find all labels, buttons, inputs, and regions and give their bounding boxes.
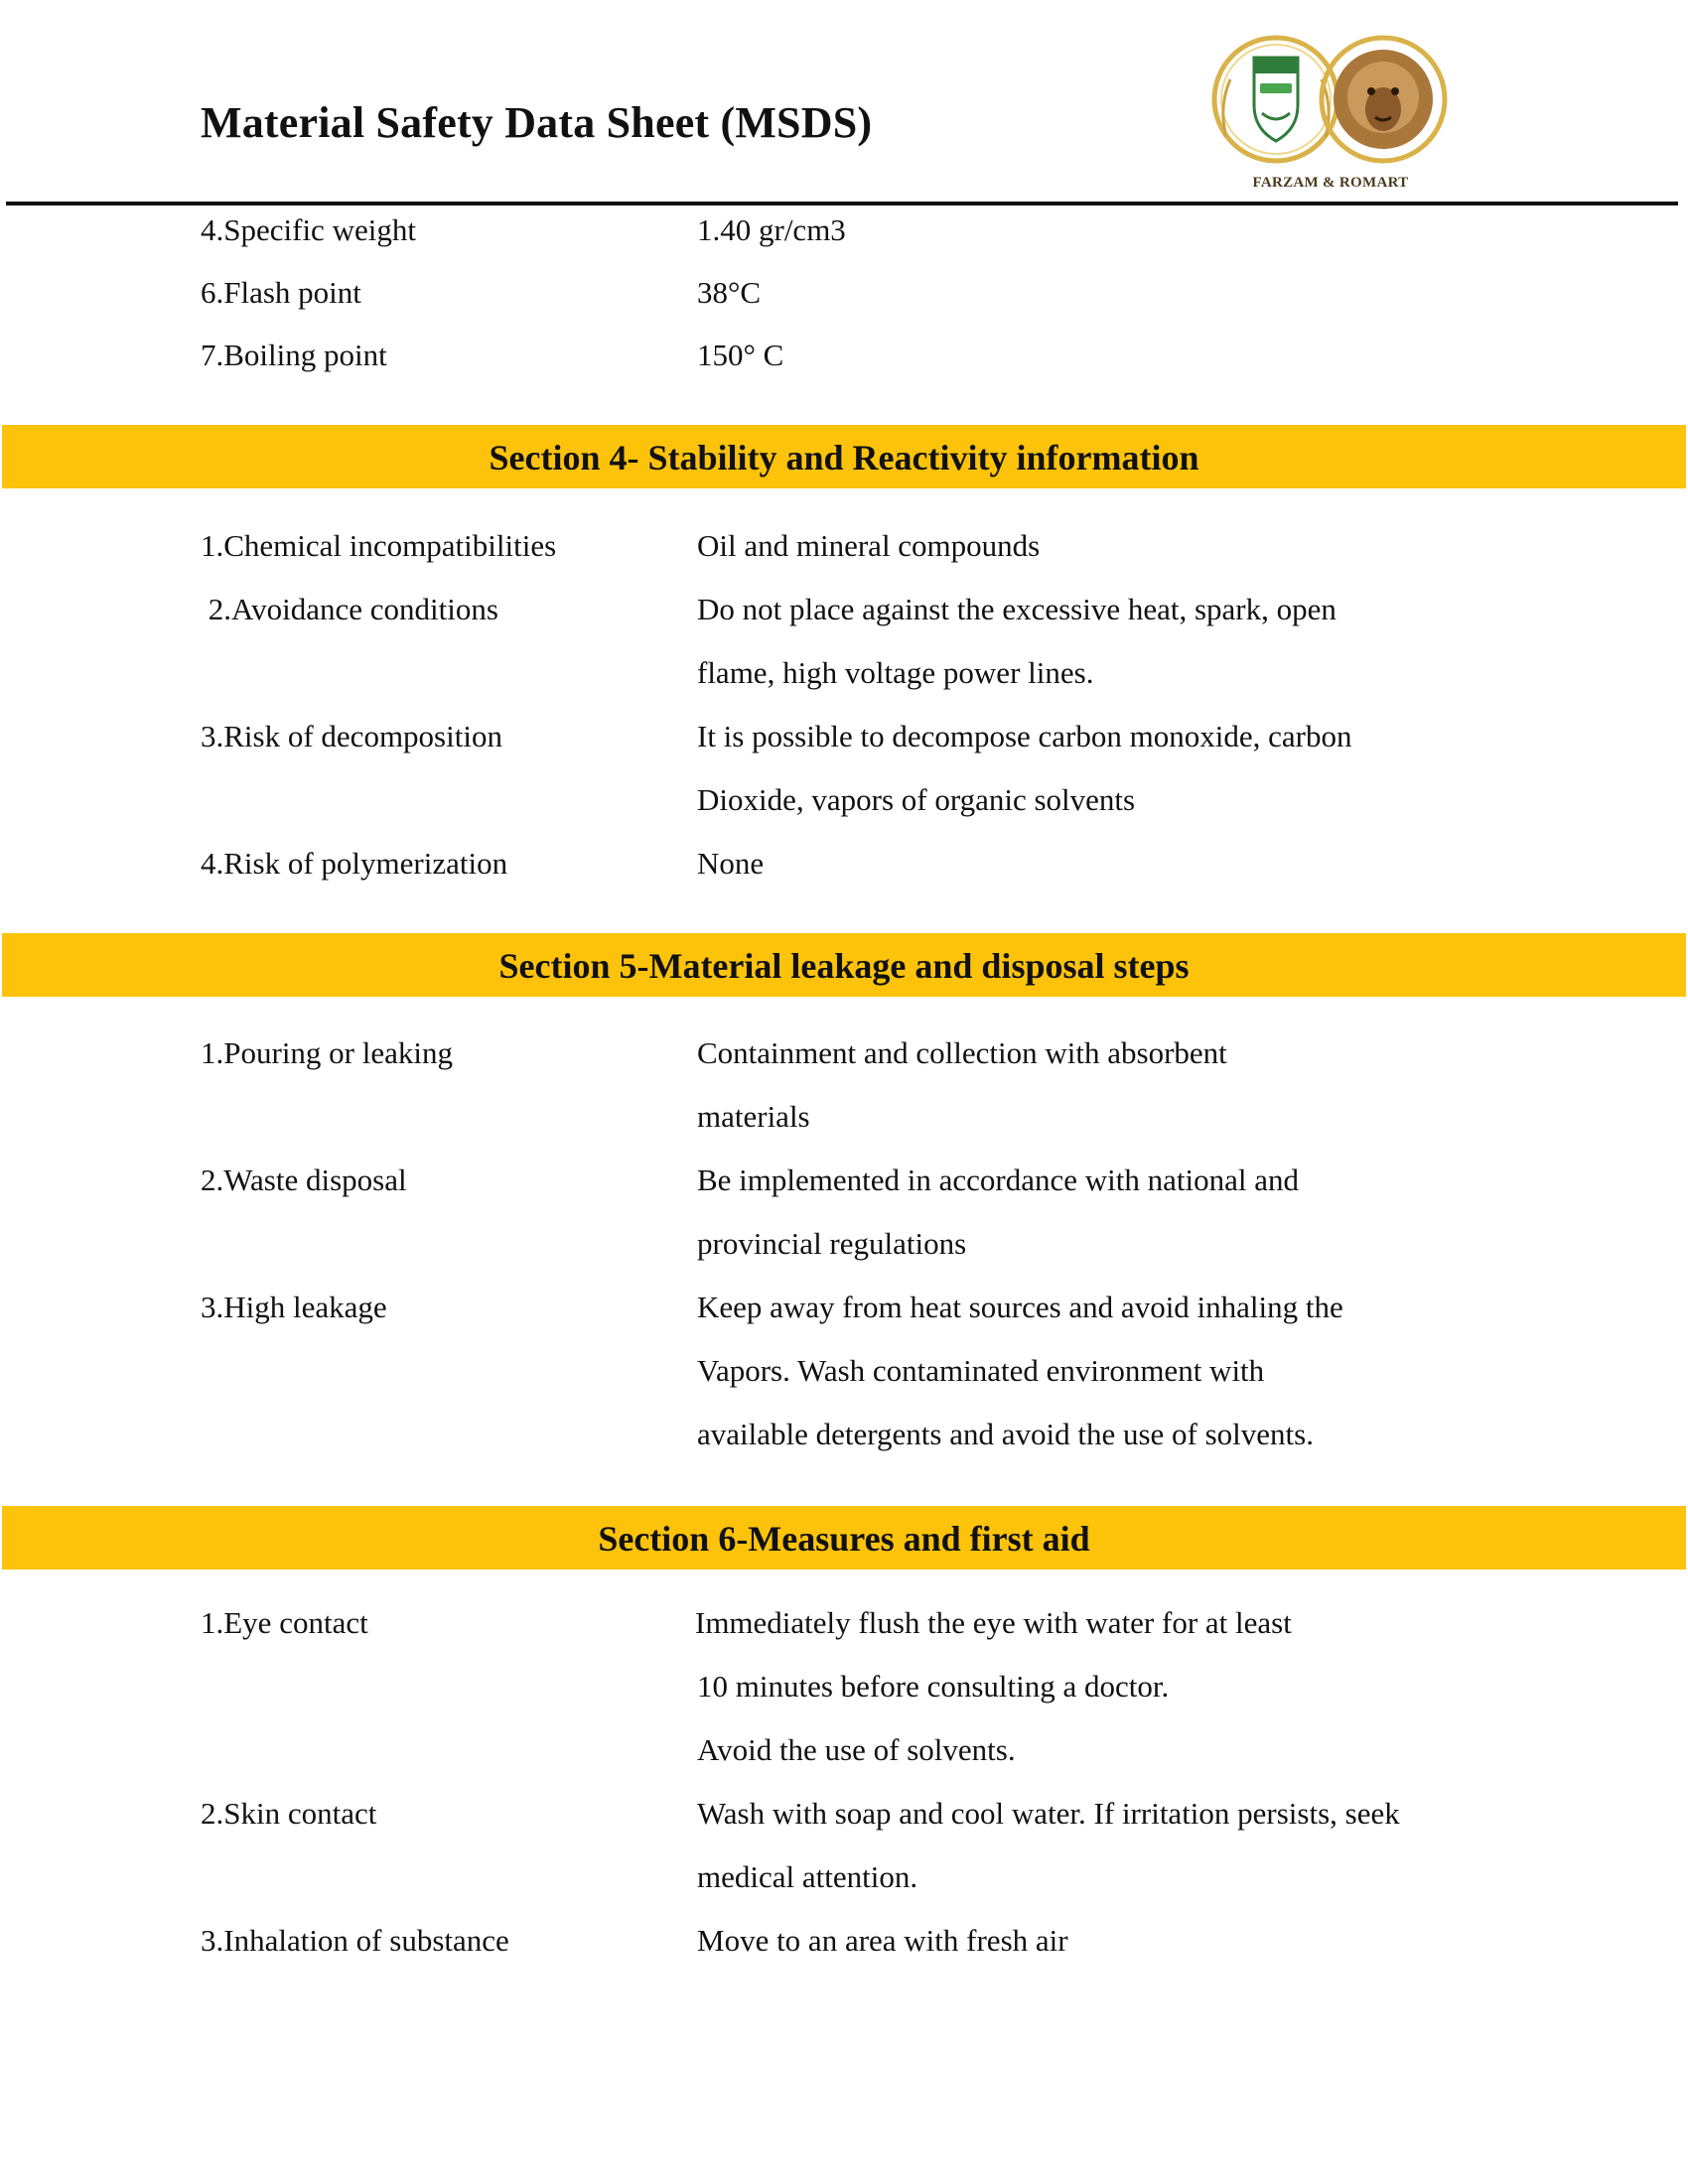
property-label: 7.Boiling point	[201, 338, 387, 372]
property-value: Do not place against the excessive heat, spark, open	[697, 592, 1336, 626]
property-label: 2.Skin contact	[201, 1796, 377, 1831]
property-value: 38°C	[697, 275, 762, 310]
property-label: 2.Waste disposal	[201, 1162, 407, 1197]
property-value: Keep away from heat sources and avoid inhaling the	[697, 1290, 1343, 1324]
logo-graphic	[1196, 18, 1465, 197]
farzam-romart-logo-icon	[1196, 18, 1465, 197]
section-6-row-continued	[0, 1859, 1688, 1917]
section-4-row	[0, 528, 1688, 586]
property-row-specific-weight	[0, 212, 1688, 270]
section-4-row-continued	[0, 782, 1688, 840]
section-6-row	[0, 1796, 1688, 1853]
header-divider	[6, 202, 1678, 205]
section-4-row	[0, 592, 1688, 649]
section-5-row-continued	[0, 1226, 1688, 1284]
section-5-header: Section 5-Material leakage and disposal steps	[2, 933, 1686, 997]
section-4-row	[0, 719, 1688, 776]
property-label: 1.Pouring or leaking	[201, 1035, 453, 1070]
property-value: 10 minutes before consulting a doctor.	[697, 1669, 1170, 1704]
property-value: medical attention.	[697, 1859, 918, 1894]
section-6-row	[0, 1923, 1688, 1980]
property-value: It is possible to decompose carbon monoxide, carbon	[697, 719, 1352, 753]
property-value: Vapors. Wash contaminated environment with	[697, 1353, 1265, 1388]
property-value: Be implemented in accordance with national and	[697, 1162, 1299, 1197]
section-6-header: Section 6-Measures and first aid	[2, 1506, 1686, 1570]
property-value: Oil and mineral compounds	[697, 528, 1041, 563]
property-value: available detergents and avoid the use of solvents.	[697, 1417, 1314, 1451]
section-6-row	[0, 1605, 1688, 1663]
section-5-row	[0, 1162, 1688, 1220]
property-value: None	[697, 846, 765, 881]
section-5-row	[0, 1035, 1688, 1093]
property-label: 3.High leakage	[201, 1290, 387, 1324]
property-value: Containment and collection with absorbent	[697, 1035, 1227, 1070]
property-value: Move to an area with fresh air	[697, 1923, 1068, 1958]
property-label: 1.Eye contact	[201, 1605, 368, 1640]
property-label: 6.Flash point	[201, 275, 361, 310]
section-4-row	[0, 846, 1688, 903]
section-5-row	[0, 1290, 1688, 1347]
property-label: 3.Risk of decomposition	[201, 719, 502, 753]
logo-caption: FARZAM & ROMART	[1252, 175, 1409, 191]
property-label: 4.Specific weight	[201, 212, 416, 247]
section-6-row-continued	[0, 1732, 1688, 1790]
property-label: 3.Inhalation of substance	[201, 1923, 509, 1958]
property-value: Dioxide, vapors of organic solvents	[697, 782, 1136, 817]
property-row-flash-point	[0, 275, 1688, 333]
property-value: 150° C	[697, 338, 784, 372]
section-5-row-continued	[0, 1417, 1688, 1474]
section-5-row-continued	[0, 1353, 1688, 1411]
property-value: Immediately flush the eye with water for at least	[695, 1605, 1292, 1640]
section-4-row-continued	[0, 655, 1688, 713]
property-value: provincial regulations	[697, 1226, 967, 1261]
property-value: flame, high voltage power lines.	[697, 655, 1094, 690]
section-4-header: Section 4- Stability and Reactivity information	[2, 425, 1686, 488]
property-value: Avoid the use of solvents.	[697, 1732, 1016, 1767]
property-value: 1.40 gr/cm3	[697, 212, 846, 247]
property-label: 2.Avoidance conditions	[201, 592, 498, 626]
property-label: 1.Chemical incompatibilities	[201, 528, 557, 563]
property-value: materials	[697, 1099, 810, 1134]
section-6-row-continued	[0, 1669, 1688, 1726]
page-title: Material Safety Data Sheet (MSDS)	[201, 98, 873, 147]
property-value: Wash with soap and cool water. If irritation persists, seek	[697, 1796, 1400, 1831]
property-label: 4.Risk of polymerization	[201, 846, 508, 881]
property-row-boiling-point	[0, 338, 1688, 395]
section-5-row-continued	[0, 1099, 1688, 1157]
